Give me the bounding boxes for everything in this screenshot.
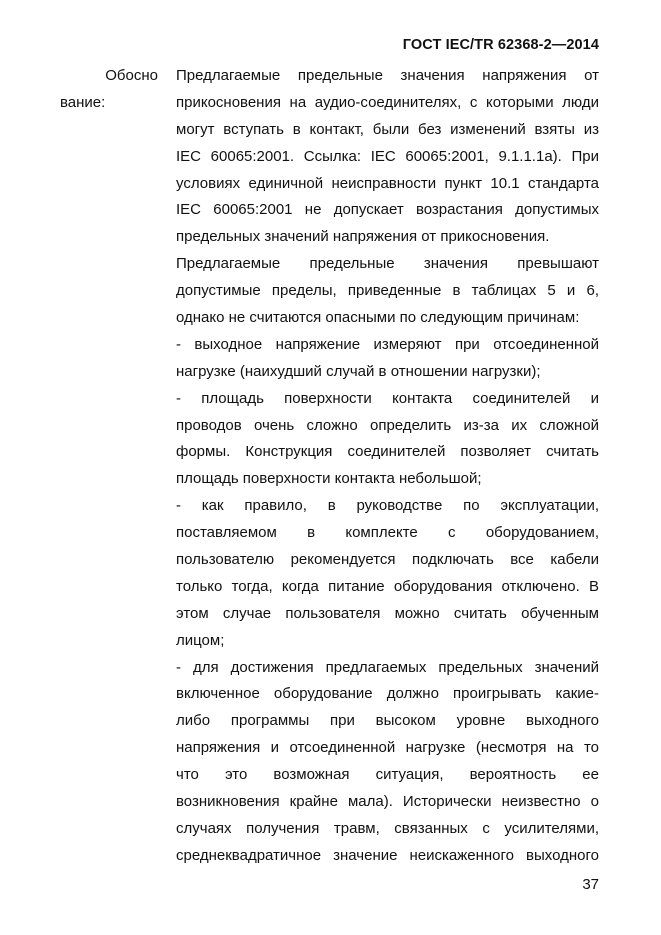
text-line: IEC 60065:2001 не допускает возрастания допустимых (176, 201, 599, 219)
page-number: 37 (582, 876, 599, 893)
text-line: лицом; (176, 631, 225, 649)
text-line: - как правило, в руководстве по эксплуатации, (176, 497, 599, 515)
paragraph (176, 386, 599, 494)
text-line: пользователю рекомендуется подключать все кабели (176, 551, 599, 569)
text-line: среднеквадратичное значение неискаженного выходного (176, 846, 599, 864)
rationale-text (176, 63, 599, 870)
text-line: однако не считаются опасными по следующим причинам: (176, 309, 580, 327)
text-line: проводов очень сложно определить из-за их сложной (176, 416, 599, 434)
text-line: напряжения и отсоединенной нагрузке (несмотря на то (176, 739, 599, 757)
text-line: возникновения крайне мала). Исторически неизвестно о (176, 793, 599, 811)
text-line: могут вступать в контакт, были без изменений взяты из (176, 120, 599, 138)
paragraph (176, 655, 599, 870)
rationale-label-line-2: вание: (60, 93, 106, 111)
text-line: допустимые пределы, приведенные в таблицах 5 и 6, (176, 282, 599, 300)
text-line: либо программы при высоком уровне выходного (176, 712, 599, 730)
paragraph (176, 493, 599, 654)
text-line: площадь поверхности контакта небольшой; (176, 470, 482, 488)
text-line: прикосновения на аудио-соединителях, с которыми люди (176, 93, 599, 111)
text-line: только тогда, когда питание оборудования отключено. В (176, 577, 599, 595)
text-line: - для достижения предлагаемых предельных значений (176, 658, 599, 676)
text-line: Предлагаемые предельные значения напряжения от (176, 67, 599, 84)
paragraph (176, 332, 599, 386)
text-line: этом случае пользователя можно считать обученным (176, 604, 599, 622)
text-line: условиях единичной неисправности пункт 10.1 стандарта (176, 174, 599, 192)
text-line: что это возможная ситуация, вероятность ее (176, 766, 599, 784)
text-line: включенное оборудование должно проигрывать какие- (176, 685, 599, 703)
text-line: предельных значений напряжения от прикосновения. (176, 228, 550, 246)
text-line: Предлагаемые предельные значения превышают (176, 255, 599, 273)
text-line: случаях получения травм, связанных с усилителями, (176, 819, 599, 837)
text-line: - площадь поверхности контакта соединителей и (176, 389, 599, 407)
text-line: IEC 60065:2001. Ссылка: IEC 60065:2001, 9.1.1.1а). При (176, 147, 599, 165)
text-line: поставляемом в комплекте с оборудованием, (176, 524, 599, 542)
text-line: нагрузке (наихудший случай в отношении нагрузки); (176, 362, 541, 380)
paragraph (176, 251, 599, 332)
paragraph (176, 63, 599, 251)
rationale-label-line-1: Обосно (105, 67, 158, 84)
rationale-label (60, 63, 158, 117)
text-line: - выходное напряжение измеряют при отсоединенной (176, 335, 599, 353)
document-header: ГОСТ IEC/TR 62368-2—2014 (402, 37, 599, 53)
text-line: формы. Конструкция соединителей позволяет считать (176, 443, 599, 461)
